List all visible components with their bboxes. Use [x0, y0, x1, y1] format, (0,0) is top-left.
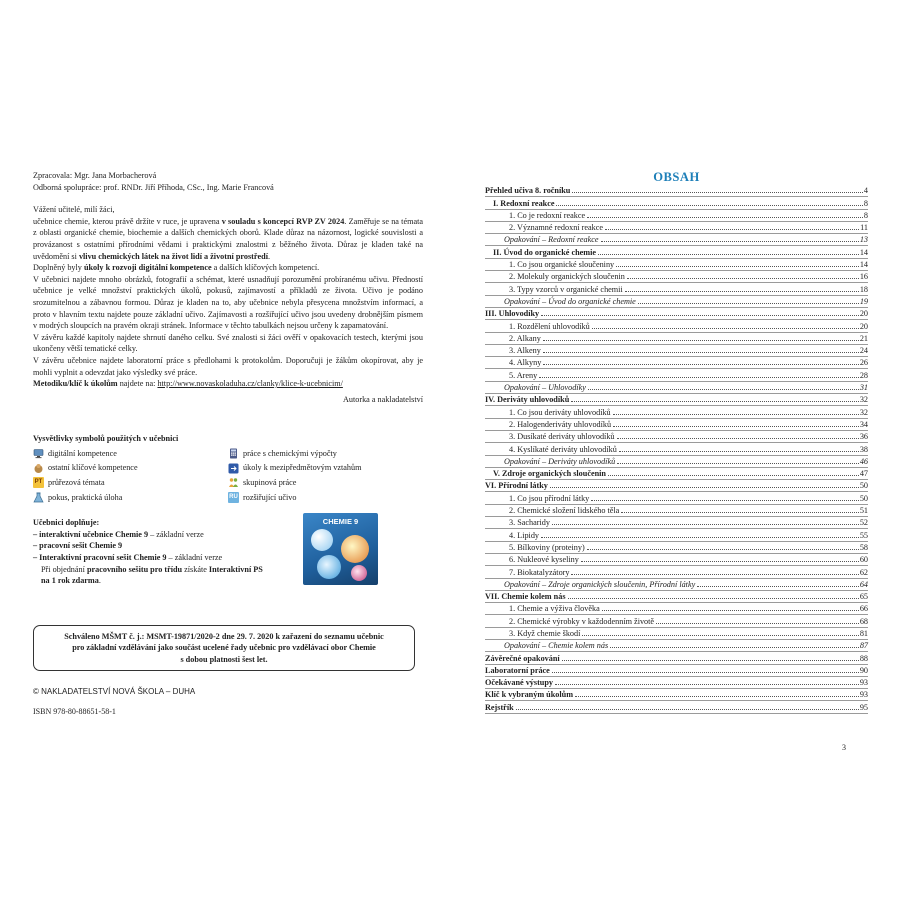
toc-entry-label: 3. Sacharidy — [509, 518, 550, 528]
toc-entry[interactable] — [485, 652, 868, 664]
toc-entry-label: 1. Co jsou organické sloučeniny — [509, 260, 615, 270]
toc-leader-dots — [562, 660, 859, 661]
greeting: Vážení učitelé, milí žáci, — [33, 205, 115, 215]
supplement-note: Při objednání pracovního sešitu pro třídu získáte Interaktivní PS na 1 rok zdarma. — [41, 564, 263, 586]
toc-entry-label: 1. Co jsou deriváty uhlovodíků — [509, 407, 611, 417]
toc-entry-label: 5. Areny — [509, 370, 538, 380]
toc-entry-label: 3. Dusíkaté deriváty uhlovodíků — [509, 432, 615, 442]
toc-leader-dots — [581, 561, 859, 562]
toc-entry[interactable] — [485, 701, 868, 713]
flask-icon — [33, 492, 44, 503]
toc-leader-dots — [516, 709, 859, 710]
toc-entry-page: 11 — [860, 223, 868, 233]
toc-leader-dots — [550, 487, 859, 488]
toc-entry-label: Klíč k vybraným úkolům — [485, 690, 574, 700]
toc-title: OBSAH — [653, 170, 700, 184]
toc-entry-label: 5. Bílkoviny (proteiny) — [509, 542, 585, 552]
left-page — [33, 170, 423, 717]
toc-leader-dots — [627, 278, 859, 279]
toc-leader-dots — [572, 192, 863, 193]
legend-item-calculations: práce s chemickými výpočty — [228, 448, 423, 460]
toc-entry-page: 60 — [859, 555, 868, 565]
toc-entry-label: 2. Chemické složení lidského těla — [509, 506, 620, 516]
toc-leader-dots — [541, 537, 859, 538]
toc-entry-page: 87 — [859, 641, 868, 651]
toc-leader-dots — [588, 389, 859, 390]
toc-entry-label: Rejstřík — [485, 702, 514, 712]
toc-leader-dots — [605, 229, 859, 230]
toc-entry[interactable] — [485, 419, 868, 431]
toc-leader-dots — [613, 414, 859, 415]
author-line: Zpracovala: Mgr. Jana Morbacherová — [33, 171, 157, 180]
toc-entry-label: V. Zdroje organických sloučenin — [493, 469, 606, 479]
toc-entry[interactable] — [485, 566, 868, 578]
toc-entry-page: 32 — [859, 395, 868, 405]
toc-entry[interactable] — [485, 234, 868, 246]
toc-entry-page: 55 — [859, 530, 868, 540]
toc-entry[interactable] — [485, 259, 868, 271]
toc-entry-label: 1. Co je redoxní reakce — [509, 210, 586, 220]
toc-entry-label: 2. Chemické výrobky v každodenním životě — [509, 616, 655, 626]
toc-entry-label: Opakování – Úvod do organické chemie — [504, 296, 636, 306]
toc-entry-page: 14 — [859, 247, 868, 257]
toc-entry-page: 65 — [859, 592, 868, 602]
toc-entry[interactable] — [485, 308, 868, 320]
toc-entry-page: 52 — [859, 518, 868, 528]
toc-entry-page: 95 — [859, 702, 868, 712]
ru-icon: RU — [228, 492, 239, 503]
toc-leader-dots — [587, 549, 859, 550]
legend-item-key-competences: ostatní klíčové kompetence — [33, 462, 228, 474]
toc-leader-dots — [582, 635, 858, 636]
toc-entry-page: 32 — [859, 407, 868, 417]
toc-entry-page: 68 — [859, 616, 868, 626]
toc-entry-label: III. Uhlovodíky — [485, 309, 540, 319]
metodika-link[interactable]: http://www.novaskoladuha.cz/clanky/klice-k-ucebnicim/ — [157, 379, 343, 389]
toc-entry-label: 3. Alkeny — [509, 346, 541, 356]
toc-entry-page: 81 — [859, 628, 868, 638]
isbn: ISBN 978-80-88651-58-1 — [33, 706, 116, 716]
toc-entry[interactable] — [485, 185, 868, 197]
supplements-title: Učebnici doplňuje: — [33, 518, 100, 528]
toc-leader-dots — [556, 205, 862, 206]
toc-entry-label: 4. Alkyny — [509, 358, 542, 368]
toc-entry[interactable] — [485, 579, 868, 591]
toc-entry-page: 20 — [859, 321, 868, 331]
toc-entry-label: Opakování – Chemie kolem nás — [504, 641, 609, 651]
toc-leader-dots — [616, 266, 859, 267]
toc-leader-dots — [575, 696, 859, 697]
legend-item-group-work: skupinová práce — [228, 477, 423, 489]
calculator-icon — [228, 448, 239, 459]
toc-leader-dots — [571, 574, 858, 575]
toc-leader-dots — [552, 524, 859, 525]
toc-entry-label: Opakování – Redoxní reakce — [504, 235, 599, 245]
toc-entry-page: 31 — [859, 383, 868, 393]
toc-entry-page: 62 — [859, 567, 868, 577]
toc-leader-dots — [608, 475, 859, 476]
toc-entry-page: 4 — [863, 186, 868, 196]
toc-entry-page: 47 — [859, 469, 868, 479]
toc-entry[interactable] — [485, 689, 868, 701]
toc-entry[interactable] — [485, 382, 868, 394]
toc-entry-page: 88 — [859, 653, 868, 663]
supplement-workbook: – pracovní sešit Chemie 9 — [33, 541, 123, 551]
toc-leader-dots — [617, 438, 859, 439]
toc-entry-label: Přehled učiva 8. ročníku — [485, 186, 571, 196]
summary-paragraph: V závěru každé kapitoly najdete shrnutí daného celku. Své znalosti si žáci ověří v opakovacích testech, kterými jsou ukončeny větší tematické celky. — [33, 332, 423, 354]
toc-leader-dots — [555, 684, 859, 685]
toc-entry-page: 26 — [859, 358, 868, 368]
toc-entry-label: Opakování – Zdroje organických sloučenin, Přírodní látky — [504, 579, 696, 589]
toc-entry-page: 8 — [863, 210, 868, 220]
toc-leader-dots — [625, 291, 859, 292]
toc-leader-dots — [598, 254, 859, 255]
legend-item-digital: digitální kompetence — [33, 448, 228, 460]
toc-entry[interactable] — [485, 677, 868, 689]
toc-leader-dots — [601, 241, 859, 242]
content-paragraph: V učebnici najdete mnoho obrázků, fotografií a schémat, které usnadňují porozumění probíranému učivu. Předností učebnice je velké množství praktických úkolů, pokusů, zajímavostí a příkladů ze života. Učivo je podáno srozumitelnou a zábavnou formou. Důraz je kladen na to, aby učebnice nebyla přesycena množstvím informací, a proto v hlavním textu najdete pouze základní učivo. Zajímavosti a rozšiřující učivo jsou uvedeny drobnějším písmem v modrých sloupcích na pravém okraji stránek. Informace v těchto tabulkách nejsou určeny k zapamatování. — [33, 274, 423, 331]
toc-entry-page: 58 — [859, 542, 868, 552]
legend-title: Vysvětlivky symbolů použitých v učebnici — [33, 434, 179, 444]
toc-entry-label: II. Úvod do organické chemie — [493, 247, 597, 257]
publisher: © NAKLADATELSTVÍ NOVÁ ŠKOLA – DUHA — [33, 687, 196, 697]
symbol-legend — [33, 448, 423, 503]
toc-entry[interactable] — [485, 222, 868, 234]
toc-entry-page: 38 — [859, 444, 868, 454]
toc-leader-dots — [591, 500, 859, 501]
toc-entry-page: 64 — [859, 579, 868, 589]
toc-entry[interactable] — [485, 210, 868, 222]
toc-entry[interactable] — [485, 283, 868, 295]
supplement-interactive-workbook: – Interaktivní pracovní sešit Chemie 9 – základní verze — [33, 553, 223, 563]
digital-paragraph: Doplněný byly úkoly k rozvoji digitální kompetence a dalších klíčových kompetencí. — [33, 263, 320, 273]
group-work-icon — [228, 477, 239, 488]
toc-entry[interactable] — [485, 296, 868, 308]
toc-entry[interactable] — [485, 529, 868, 541]
toc-leader-dots — [541, 315, 859, 316]
toc-leader-dots — [568, 598, 859, 599]
toc-entry-page: 93 — [859, 690, 868, 700]
toc-entry-label: 4. Kyslíkaté deriváty uhlovodíků — [509, 444, 617, 454]
toc-entry-label: 4. Lipidy — [509, 530, 540, 540]
toc-entry[interactable] — [485, 320, 868, 332]
toc-entry-label: Laboratorní práce — [485, 665, 550, 675]
toc-leader-dots — [602, 610, 859, 611]
toc-leader-dots — [656, 623, 859, 624]
legend-item-interdisciplinary: úkoly k mezipředmětovým vztahům — [228, 462, 423, 474]
toc-entry-label: VII. Chemie kolem nás — [485, 592, 566, 602]
book-cover-title: CHEMIE 9 — [322, 517, 359, 527]
toc-entry-page: 50 — [859, 493, 868, 503]
toc-entry[interactable] — [485, 271, 868, 283]
toc-entry-page: 36 — [859, 432, 868, 442]
toc-entry-label: Závěrečné opakování — [485, 653, 560, 663]
toc-entry[interactable] — [485, 369, 868, 381]
toc-entry[interactable] — [485, 480, 868, 492]
toc-entry-label: 7. Biokatalyzátory — [509, 567, 570, 577]
toc-entry[interactable] — [485, 554, 868, 566]
toc-entry[interactable] — [485, 333, 868, 345]
metodika-line: Metodiku/klíč k úkolům najdete na: http://www.novaskoladuha.cz/clanky/klice-k-ucebnicim/ — [33, 379, 343, 389]
toc-entry[interactable] — [485, 431, 868, 443]
toc-entry-page: 50 — [859, 481, 868, 491]
toc-leader-dots — [613, 426, 859, 427]
legend-item-extension: RU rozšiřující učivo — [229, 492, 297, 502]
toc-entry-label: 1. Rozdělení uhlovodíků — [509, 321, 590, 331]
toc-entry-page: 66 — [859, 604, 868, 614]
toc-entry[interactable] — [485, 517, 868, 529]
supplement-interactive-book: – interaktivní učebnice Chemie 9 – základní verze — [33, 529, 204, 539]
key-competence-icon — [33, 463, 44, 474]
toc-entry-page: 46 — [859, 456, 868, 466]
toc-entry[interactable] — [485, 628, 868, 640]
toc-leader-dots — [552, 672, 859, 673]
toc-entry[interactable] — [485, 394, 868, 406]
table-of-contents — [485, 170, 868, 714]
toc-entry-label: 2. Významné redoxní reakce — [509, 223, 603, 233]
toc-entry-page: 20 — [859, 309, 868, 319]
toc-leader-dots — [697, 586, 859, 587]
toc-entry[interactable] — [485, 542, 868, 554]
toc-leader-dots — [543, 352, 859, 353]
lab-paragraph: V závěru učebnice najdete laboratorní práce s předlohami k protokolům. Doporučuji je žákům okopírovat, aby je mohli vyplnit a odevzdat jako výsledky své práce. — [33, 355, 423, 377]
legend-item-experiment: pokus, praktická úloha — [33, 492, 228, 504]
pt-icon: PT — [33, 477, 44, 488]
toc-entry-label: I. Redoxní reakce — [493, 198, 555, 208]
ministry-approval: Schváleno MŠMT č. j.: MSMT-19871/2020-2 dne 29. 7. 2020 k zařazení do seznamu učebnic pro základní vzdělávání jako součást ucelené řady učebnic pro vzdělávací obor Chemie s dobou platnosti šest let. — [33, 625, 415, 671]
collaboration-line: Odborná spolupráce: prof. RNDr. Jiří Příhoda, CSc., Ing. Marie Francová — [33, 182, 274, 192]
toc-entry-label: 2. Halogenderiváty uhlovodíků — [509, 419, 612, 429]
toc-entry-page: 8 — [863, 198, 868, 208]
toc-list — [485, 185, 868, 714]
toc-entry[interactable] — [485, 468, 868, 480]
toc-leader-dots — [543, 364, 859, 365]
toc-entry[interactable] — [485, 246, 868, 258]
toc-entry-label: 2. Molekuly organických sloučenin — [509, 272, 625, 282]
toc-entry-label: 6. Nukleové kyseliny — [509, 555, 579, 565]
supplements — [33, 517, 423, 587]
credits — [33, 170, 423, 193]
toc-entry[interactable] — [485, 505, 868, 517]
toc-entry[interactable] — [485, 492, 868, 504]
toc-leader-dots — [571, 401, 859, 402]
toc-entry-page: 16 — [859, 272, 868, 282]
toc-leader-dots — [621, 512, 859, 513]
toc-entry-page: 34 — [859, 419, 868, 429]
toc-entry[interactable] — [485, 406, 868, 418]
legend-item-cross-topics: PT průřezová témata — [34, 478, 105, 488]
toc-entry-page: 90 — [859, 665, 868, 675]
toc-entry-label: VI. Přírodní látky — [485, 481, 548, 491]
interdisciplinary-icon — [228, 463, 239, 474]
toc-entry-label: 1. Co jsou přírodní látky — [509, 493, 590, 503]
toc-entry[interactable] — [485, 615, 868, 627]
toc-entry-page: 13 — [859, 235, 868, 245]
toc-entry-page: 28 — [859, 370, 868, 380]
toc-entry[interactable] — [485, 591, 868, 603]
toc-leader-dots — [543, 340, 859, 341]
toc-entry-label: Očekávané výstupy — [485, 678, 554, 688]
toc-leader-dots — [610, 647, 859, 648]
intro-paragraph: učebnice chemie, kterou právě držíte v ruce, je upravena v souladu s koncepcí RVP ZV 2024. Zaměřuje se na témata z oblasti organické chemie, biochemie a dalších chemických oborů. Klade důraz na názornost, logické souvislosti a provázanost s ostatními přírodními vědami i praktickými znalostmi z běžného života. Důraz je kladen také na uvědomění si vlivu chemických látek na život lidí a životní prostředí. — [33, 216, 423, 261]
toc-entry[interactable] — [485, 357, 868, 369]
toc-leader-dots — [638, 303, 859, 304]
toc-entry-page: 93 — [859, 678, 868, 688]
toc-entry-label: Opakování – Deriváty uhlovodíků — [504, 456, 616, 466]
computer-icon — [33, 448, 44, 459]
toc-entry-label: Opakování – Uhlovodíky — [504, 383, 586, 393]
toc-leader-dots — [587, 217, 863, 218]
toc-leader-dots — [592, 328, 859, 329]
page-number: 3 — [842, 743, 846, 752]
toc-entry-label: 3. Typy vzorců v organické chemii — [509, 284, 623, 294]
toc-entry-page: 51 — [859, 506, 868, 516]
toc-entry[interactable] — [485, 640, 868, 652]
toc-entry[interactable] — [485, 603, 868, 615]
toc-entry-page: 14 — [859, 260, 868, 270]
toc-leader-dots — [539, 377, 859, 378]
toc-entry-page: 21 — [859, 333, 868, 343]
toc-entry-page: 19 — [859, 296, 868, 306]
toc-leader-dots — [617, 463, 859, 464]
toc-entry[interactable] — [485, 443, 868, 455]
toc-entry[interactable] — [485, 197, 868, 209]
toc-entry-label: 1. Chemie a výživa člověka — [509, 604, 600, 614]
toc-entry[interactable] — [485, 665, 868, 677]
toc-entry-page: 24 — [859, 346, 868, 356]
toc-entry-label: 2. Alkany — [509, 333, 541, 343]
signature: Autorka a nakladatelství — [342, 394, 423, 404]
toc-entry-label: 3. Když chemie škodí — [509, 628, 581, 638]
toc-entry[interactable] — [485, 456, 868, 468]
toc-entry-page: 18 — [859, 284, 868, 294]
book-cover-image — [303, 513, 378, 585]
toc-entry-label: IV. Deriváty uhlovodíků — [485, 395, 570, 405]
toc-leader-dots — [619, 451, 859, 452]
toc-entry[interactable] — [485, 345, 868, 357]
